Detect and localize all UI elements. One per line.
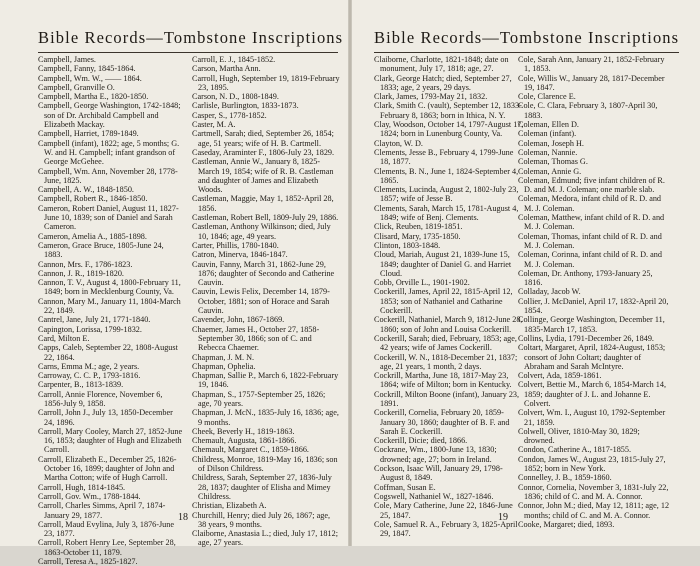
record-entry: Carroll, Robert Henry Lee, September 28, 1863-October 11, 1879. xyxy=(38,538,176,557)
record-entry: Castleman, Anthony Wilkinson; died, July 10, 1846; age, 49 years. xyxy=(192,222,331,241)
record-entry: Carroll, Hugh, September 19, 1819-February 23, 1895. xyxy=(192,73,340,92)
record-entry: Coleman, Thomas G. xyxy=(518,157,588,167)
record-entry: Campbell, James. xyxy=(38,55,96,64)
record-entry: Colvert, Ada, 1859-1861. xyxy=(518,371,602,381)
record-entry: Cannon, Mrs. F., 1786-1823. xyxy=(38,259,133,269)
record-entry: Coleman, Matthew, infant child of R. D. and M. J. Coleman. xyxy=(518,213,665,232)
record-entry: Childress, Monroe, 1819-May 16, 1836; son of Dilson Childress. xyxy=(192,454,338,474)
record-entry: Cole, Samuel R. A., February 3, 1825-April 29, 1847. xyxy=(374,519,518,539)
record-entry: Cockerill, Sarah; died, February, 1853; age, 42 years; wife of James Cockerill. xyxy=(374,333,517,353)
record-entry: Clayton, W. D. xyxy=(374,138,423,148)
header-rule xyxy=(38,52,338,53)
header-rule xyxy=(374,52,679,53)
record-entry: Connelley, J. B., 1859-1860. xyxy=(518,473,612,483)
record-entry: Clark, Smith C. (vault), September 12, 1833-February 8, 1863; born in Ithica, N. Y. xyxy=(374,101,522,120)
record-entry: Carpenter, B., 1813-1839. xyxy=(38,380,124,390)
record-entry: Condon, James W., August 23, 1815-July 27, 1852; born in New York. xyxy=(518,454,666,474)
record-entry: Chapman, J. M. N. xyxy=(192,352,255,362)
left-column xyxy=(38,55,183,566)
record-entry: Carson, N. D., 1808-1849. xyxy=(192,92,279,102)
running-header: Bible Records—Tombstone Inscriptions xyxy=(38,28,344,47)
right-column xyxy=(518,55,670,529)
record-entry: Castleman, Annie W., January 8, 1825-March 19, 1854; wife of R. B. Castleman and daughter of James and Elizabeth Woods. xyxy=(192,157,334,195)
record-entry: Cockerill, Dicie; died, 1866. xyxy=(374,436,468,446)
record-entry: Cole, Sarah Ann, January 21, 1852-February 1, 1853. xyxy=(518,55,665,74)
right-page xyxy=(351,0,700,546)
record-entry: Chaemer, James H., October 27, 1858-September 30, 1866; son of C. and Rebecca Chaemer. xyxy=(192,324,320,353)
record-entry: Claiborne, Anastasia L.; died, July 17, 1812; age, 27 years. xyxy=(192,529,338,548)
record-entry: Cameron, Amelia A., 1885-1898. xyxy=(38,231,147,241)
record-entry: Casper, S., 1778-1852. xyxy=(192,110,267,120)
record-entry: Campbell, Granville O. xyxy=(38,82,115,92)
record-entry: Chemault, Augusta, 1861-1866. xyxy=(192,436,297,446)
record-entry: Cauvin, Fanny, March 31, 1862-June 29, 1876; daughter of Secondo and Catherine Cauvin. xyxy=(192,259,335,288)
record-entry: Cole, Mary Catherine, June 22, 1846-June 25, 1847. xyxy=(374,501,513,520)
record-entry: Campbell, Fanny, 1845-1864. xyxy=(38,64,136,74)
record-entry: Coleman, Thomas, infant child of R. D. and M. J. Coleman. xyxy=(518,231,662,250)
record-entry: Connor, John M.; died, May 12, 1811; age, 12 months; child of C. and M. A. Connor. xyxy=(518,501,670,520)
record-entry: Cockrill, Milton Boone (infant), January 23, 1891. xyxy=(374,389,520,408)
record-entry: Card, Milton E. xyxy=(38,333,90,343)
record-entry: Carroll, E. J., 1845-1852. xyxy=(192,55,276,64)
record-entry: Chemault, Margaret C., 1859-1866. xyxy=(192,445,309,455)
record-entry: Campbell, A. W., 1848-1850. xyxy=(38,185,134,195)
record-entry: Clinton, 1803-1848. xyxy=(374,240,441,250)
record-entry: Carroll, Charles Simms, April 7, 1874-January 29, 1877. xyxy=(38,501,166,520)
record-entry: Coleman (infant). xyxy=(518,129,577,139)
record-entry: Claiborne, Charlotte, 1821-1848; date on monument, July 17, 1818; age, 27. xyxy=(374,55,509,74)
record-entry: Collins, Lydia, 1791-December 26, 1849. xyxy=(518,333,654,343)
record-entry: Cannon, J. R., 1819-1820. xyxy=(38,268,124,278)
right-column xyxy=(192,55,340,548)
record-entry: Caseday, Araminter F., 1806-July 23, 1829. xyxy=(192,147,335,157)
record-entry: Coleman, Joseph H. xyxy=(518,138,584,148)
record-entry: Clements, B. N., June 1, 1824-September 4, 1865. xyxy=(374,166,519,185)
record-entry: Cavender, John, 1867-1869. xyxy=(192,315,285,325)
record-entry: Cameron, Grace Bruce, 1805-June 24, 1883. xyxy=(38,240,164,260)
record-entry: Cockson, Isaac Will, January 29, 1798-August 8, 1849. xyxy=(374,464,503,483)
record-entry: Cobb, Orville L., 1901-1902. xyxy=(374,278,470,288)
record-entry: Cole, Willis W., January 28, 1817-December 19, 1847. xyxy=(518,73,665,92)
record-entry: Capps, Caleb, September 22, 1808-August 22, 1864. xyxy=(38,343,178,362)
record-entry: Campbell, Wm. W., —— 1864. xyxy=(38,73,142,83)
page-number: 18 xyxy=(178,512,188,523)
record-entry: Cheek, Beverly H., 1819-1863. xyxy=(192,426,295,436)
record-entry: Cartmell, Sarah; died, September 26, 1854; age, 51 years; wife of H. B. Cartmell. xyxy=(192,129,334,148)
record-entry: Carroll, Teresa A., 1825-1827. xyxy=(38,557,138,566)
record-entry: Collier, J. McDaniel, April 17, 1832-April 20, 1854. xyxy=(518,296,669,316)
record-entry: Chapman, Sallie P., March 6, 1822-February 19, 1846. xyxy=(192,371,339,390)
record-entry: Churchill, Henry; died July 26, 1867; age, 38 years, 9 months. xyxy=(192,510,331,529)
record-entry: Carter, Phillis, 1780-1840. xyxy=(192,240,279,250)
record-entry: Carroll, Hugh, 1814-1845. xyxy=(38,482,126,492)
record-entry: Cooke, Margaret; died, 1893. xyxy=(518,519,615,529)
record-entry: Catron, Minerva, 1846-1847. xyxy=(192,250,288,260)
record-entry: Capington, Lorissa, 1799-1832. xyxy=(38,324,142,334)
record-entry: Clements, Lucinda, August 2, 1802-July 23, 1857; wife of Jesse B. xyxy=(374,185,519,204)
record-entry: Coleman, Dr. Anthony, 1793-January 25, 1816. xyxy=(518,268,653,288)
record-entry: Carroll, Maud Evylina, July 3, 1876-June 23, 1877. xyxy=(38,519,174,539)
record-entry: Coleman, Corinna, infant child of R. D. and M. J. Coleman. xyxy=(518,250,662,269)
record-entry: Carroway, C. C. P., 1793-1816. xyxy=(38,371,141,381)
record-entry: Cockerill, James, April 22, 1815-April 12, 1853; son of Nathaniel and Catharine Cockerill. xyxy=(374,287,513,316)
record-entry: Clements, Sarah, March 15, 1781-August 4, 1849; wife of Benj. Clements. xyxy=(374,203,519,223)
record-entry: Carroll, Elizabeth E., December 25, 1826-October 16, 1899; daughter of John and Martha Cotton; wife of Hugh Carroll. xyxy=(38,454,177,483)
record-entry: Chapman, S., 1757-September 25, 1826; age, 70 years. xyxy=(192,389,326,408)
record-entry: Cantrel, Jane, July 21, 1771-1840. xyxy=(38,315,151,325)
record-entry: Castleman, Maggie, May 1, 1852-April 28, 1856. xyxy=(192,194,334,213)
record-entry: Colwell, Oliver, 1810-May 30, 1829; drowned. xyxy=(518,426,640,446)
record-entry: Cannon, T. V., August 4, 1800-February 11, 1849; born in Mecklenburg County, Va. xyxy=(38,278,181,297)
record-entry: Cogswell, Nathaniel W., 1827-1846. xyxy=(374,491,494,501)
record-entry: Clisard, Mary, 1735-1850. xyxy=(374,231,461,241)
record-entry: Colladay, Jacob W. xyxy=(518,287,581,297)
record-entry: Childress, Sarah, September 27, 1836-July 28, 1837; daughter of Elisha and Mimey Childress. xyxy=(192,473,332,501)
record-entry: Clark, James, 1793-May 21, 1832. xyxy=(374,92,488,102)
record-entry: Cole, Clarence E. xyxy=(518,92,576,102)
record-entry: Cole, C. Clara, February 3, 1807-April 30, 1883. xyxy=(518,101,658,120)
record-entry: Campbell, Wm. Ann, November 28, 1778-June, 1825. xyxy=(38,166,178,185)
record-entry: Carroll, Mary Cooley, March 27, 1852-June 16, 1853; daughter of Hugh and Elizabeth Carroll. xyxy=(38,426,183,455)
record-entry: Cockrane, Wm., 1800-June 13, 1830; drowned; age, 27; born in Ireland. xyxy=(374,445,497,464)
record-entry: Condon, Catherine A., 1817-1855. xyxy=(518,445,632,455)
record-entry: Coleman, Nannie. xyxy=(518,147,578,157)
record-entry: Carroll, Annie Florence, November 6, 1856-July 9, 1858. xyxy=(38,389,163,408)
record-entry: Campbell, Robert R., 1846-1850. xyxy=(38,194,148,204)
record-entry: Clements, Jesse B., February 4, 1799-June 18, 1877. xyxy=(374,147,514,167)
record-entry: Cockerill, Cornelia, February 20, 1859-January 30, 1860; daughter of B. F. and Sarah E. Cockerill. xyxy=(374,408,510,436)
record-entry: Campbell, Harriet, 1789-1849. xyxy=(38,129,139,139)
record-entry: Clay, Woodson, October 14, 1797-August 17, 1824; born in Lunenburg County, Va. xyxy=(374,120,524,139)
record-entry: Connor, Cornelia, November 3, 1831-July 22, 1836; child of C. and M. A. Connor. xyxy=(518,482,669,501)
page-number: 19 xyxy=(498,512,508,523)
record-entry: Clark, George Hatch; died, September 27, 1833; age, 2 years, 29 days. xyxy=(374,73,512,92)
record-entry: Cauvin, Lewis Felix, December 14, 1879-October, 1881; son of Horace and Sarah Cauvin. xyxy=(192,287,330,316)
record-entry: Click, Reuben, 1819-1851. xyxy=(374,222,463,232)
record-entry: Campbell, Martha E., 1820-1850. xyxy=(38,92,149,102)
record-entry: Cockerill, W. N., 1818-December 21, 1837; age, 21 years, 1 month, 2 days. xyxy=(374,352,518,371)
record-entry: Cockrill, Martha, June 18, 1817-May 23, 1864; wife of Milton; born in Kentucky. xyxy=(374,371,512,390)
running-header: Bible Records—Tombstone Inscriptions xyxy=(374,28,680,47)
record-entry: Coffman, Susan E. xyxy=(374,482,436,492)
record-entry: Chapman, Ophelia. xyxy=(192,361,256,371)
record-entry: Colvert, Wm. I., August 10, 1792-September 21, 1859. xyxy=(518,408,666,427)
record-entry: Castleman, Robert Bell, 1809-July 29, 1886. xyxy=(192,213,339,223)
record-entry: Campbell (infant), 1822; age, 5 months; G. W. and H. Campbell; infant grandson of George McGehee. xyxy=(38,138,180,167)
record-entry: Colvert, Bettie M., March 6, 1854-March 14, 1859; daughter of J. L. and Johanne E. Colvert. xyxy=(518,380,667,408)
record-entry: Christian, Elizabeth A. xyxy=(192,501,267,511)
record-entry: Carns, Emma M.; age, 2 years. xyxy=(38,361,140,371)
record-entry: Coleman, Medora, infant child of R. D. and M. J. Coleman. xyxy=(518,194,662,213)
record-entry: Cannon, Mary M., January 11, 1804-March 22, 1849. xyxy=(38,296,181,316)
record-entry: Coleman, Annie G. xyxy=(518,166,582,176)
record-entry: Cameron, Robert Daniel, August 11, 1827-June 10, 1839; son of Daniel and Sarah Cameron. xyxy=(38,203,179,232)
record-entry: Coleman, Edmund; five infant children of R. D. and M. J. Coleman; one marble slab. xyxy=(518,175,665,195)
record-entry: Cockerill, Nathaniel, March 9, 1812-June 28, 1860; son of John and Louisa Cockerill. xyxy=(374,315,523,334)
record-entry: Carroll, Gov. Wm., 1788-1844. xyxy=(38,491,141,501)
record-entry: Cloud, Mariah, August 21, 1839-June 15, 1849; daughter of Daniel G. and Harriet Cloud. xyxy=(374,250,512,278)
record-entry: Collinge, George Washington, December 11, 1835-March 17, 1853. xyxy=(518,315,665,334)
record-entry: Caster, M. A. xyxy=(192,120,236,130)
record-entry: Carlisle, Burlington, 1833-1873. xyxy=(192,101,299,111)
left-column xyxy=(374,55,524,538)
record-entry: Carson, Martha Ann. xyxy=(192,64,261,74)
record-entry: Campbell, George Washington, 1742-1848; son of Dr. Archibald Campbell and Elizabeth Mackay. xyxy=(38,101,181,130)
record-entry: Coleman, Ellen D. xyxy=(518,120,579,130)
record-entry: Carroll, John J., July 13, 1850-December 24, 1896. xyxy=(38,408,173,427)
left-page xyxy=(0,0,349,566)
record-entry: Chapman, J. McN., 1835-July 16, 1836; age, 9 months. xyxy=(192,408,339,427)
record-entry: Coltart, Margaret, April, 1824-August, 1853; consort of John Coltart; daughter of Abraham and Sarah McIntyre. xyxy=(518,343,666,371)
